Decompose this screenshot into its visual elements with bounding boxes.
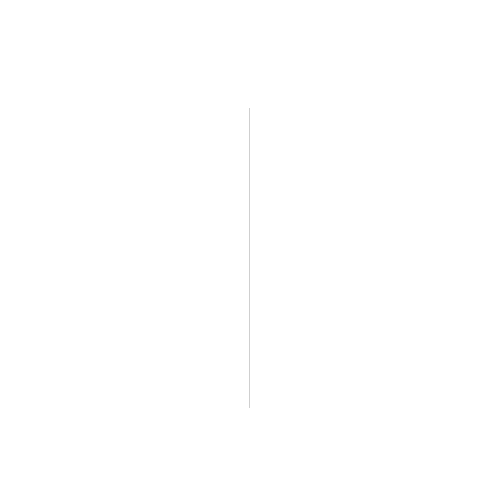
column-divider: [249, 108, 250, 408]
